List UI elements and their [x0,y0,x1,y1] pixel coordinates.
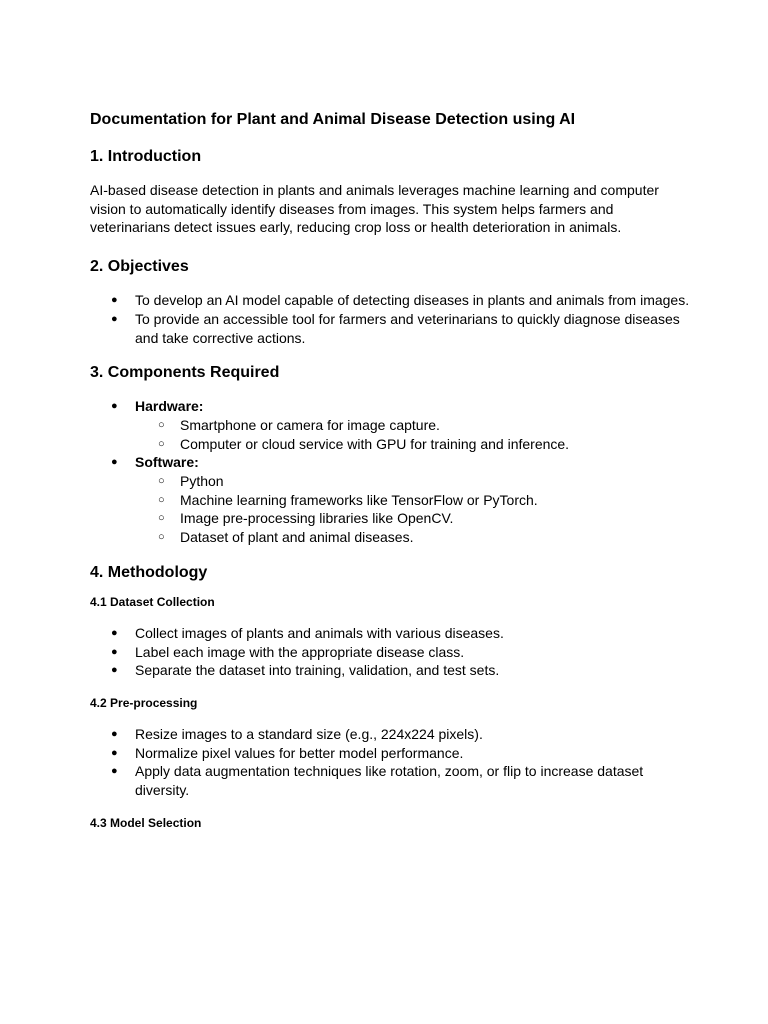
document-page [90,108,690,845]
list-item: ● Normalize pixel values for better model performance. [90,744,690,763]
dataset-collection-list [90,624,690,680]
list-item: ○ Python [135,472,690,491]
list-item: ○ Computer or cloud service with GPU for training and inference. [135,435,690,454]
list-item: ● Label each image with the appropriate disease class. [90,643,690,662]
list-item: ○ Machine learning frameworks like TensorFlow or PyTorch. [135,491,690,510]
list-item: ● Separate the dataset into training, validation, and test sets. [90,661,690,680]
list-item-hardware [90,397,690,453]
list-item: ● Apply data augmentation techniques like rotation, zoom, or flip to increase dataset diversity. [90,762,690,799]
objectives-list [90,291,690,347]
preprocessing-list [90,725,690,800]
introduction-paragraph: AI-based disease detection in plants and animals leverages machine learning and computer vision to automatically identify diseases from images. This system helps farmers and veterinarians detect issues early, reducing crop loss or health deterioration in animals. [90,182,659,236]
objectives-heading: 2. Objectives [90,258,189,276]
model-selection-heading: 4.3 Model Selection [90,815,202,830]
list-item-software [90,453,690,547]
methodology-heading: 4. Methodology [90,563,208,581]
hardware-label: Hardware: [135,398,204,415]
list-item: ● Collect images of plants and animals with various diseases. [90,624,690,643]
list-item: ○ Image pre-processing libraries like OpenCV. [135,509,690,528]
list-item: ○ Dataset of plant and animal diseases. [135,528,690,547]
list-item: ○ Smartphone or camera for image capture. [135,416,690,435]
introduction-heading: 1. Introduction [90,148,202,165]
document-title: Documentation for Plant and Animal Disease Detection using AI [90,111,576,128]
preprocessing-heading: 4.2 Pre-processing [90,695,198,710]
software-sublist [135,472,690,547]
dataset-collection-heading: 4.1 Dataset Collection [90,594,215,609]
list-item: ● Resize images to a standard size (e.g., 224x224 pixels). [90,725,690,744]
list-item: ● To provide an accessible tool for farmers and veterinarians to quickly diagnose diseases and take corrective actions. [90,310,690,347]
components-heading: 3. Components Required [90,364,280,382]
components-list [90,397,690,547]
software-label: Software: [135,454,199,471]
hardware-sublist [135,416,690,453]
list-item: ● To develop an AI model capable of detecting diseases in plants and animals from images. [90,291,690,310]
